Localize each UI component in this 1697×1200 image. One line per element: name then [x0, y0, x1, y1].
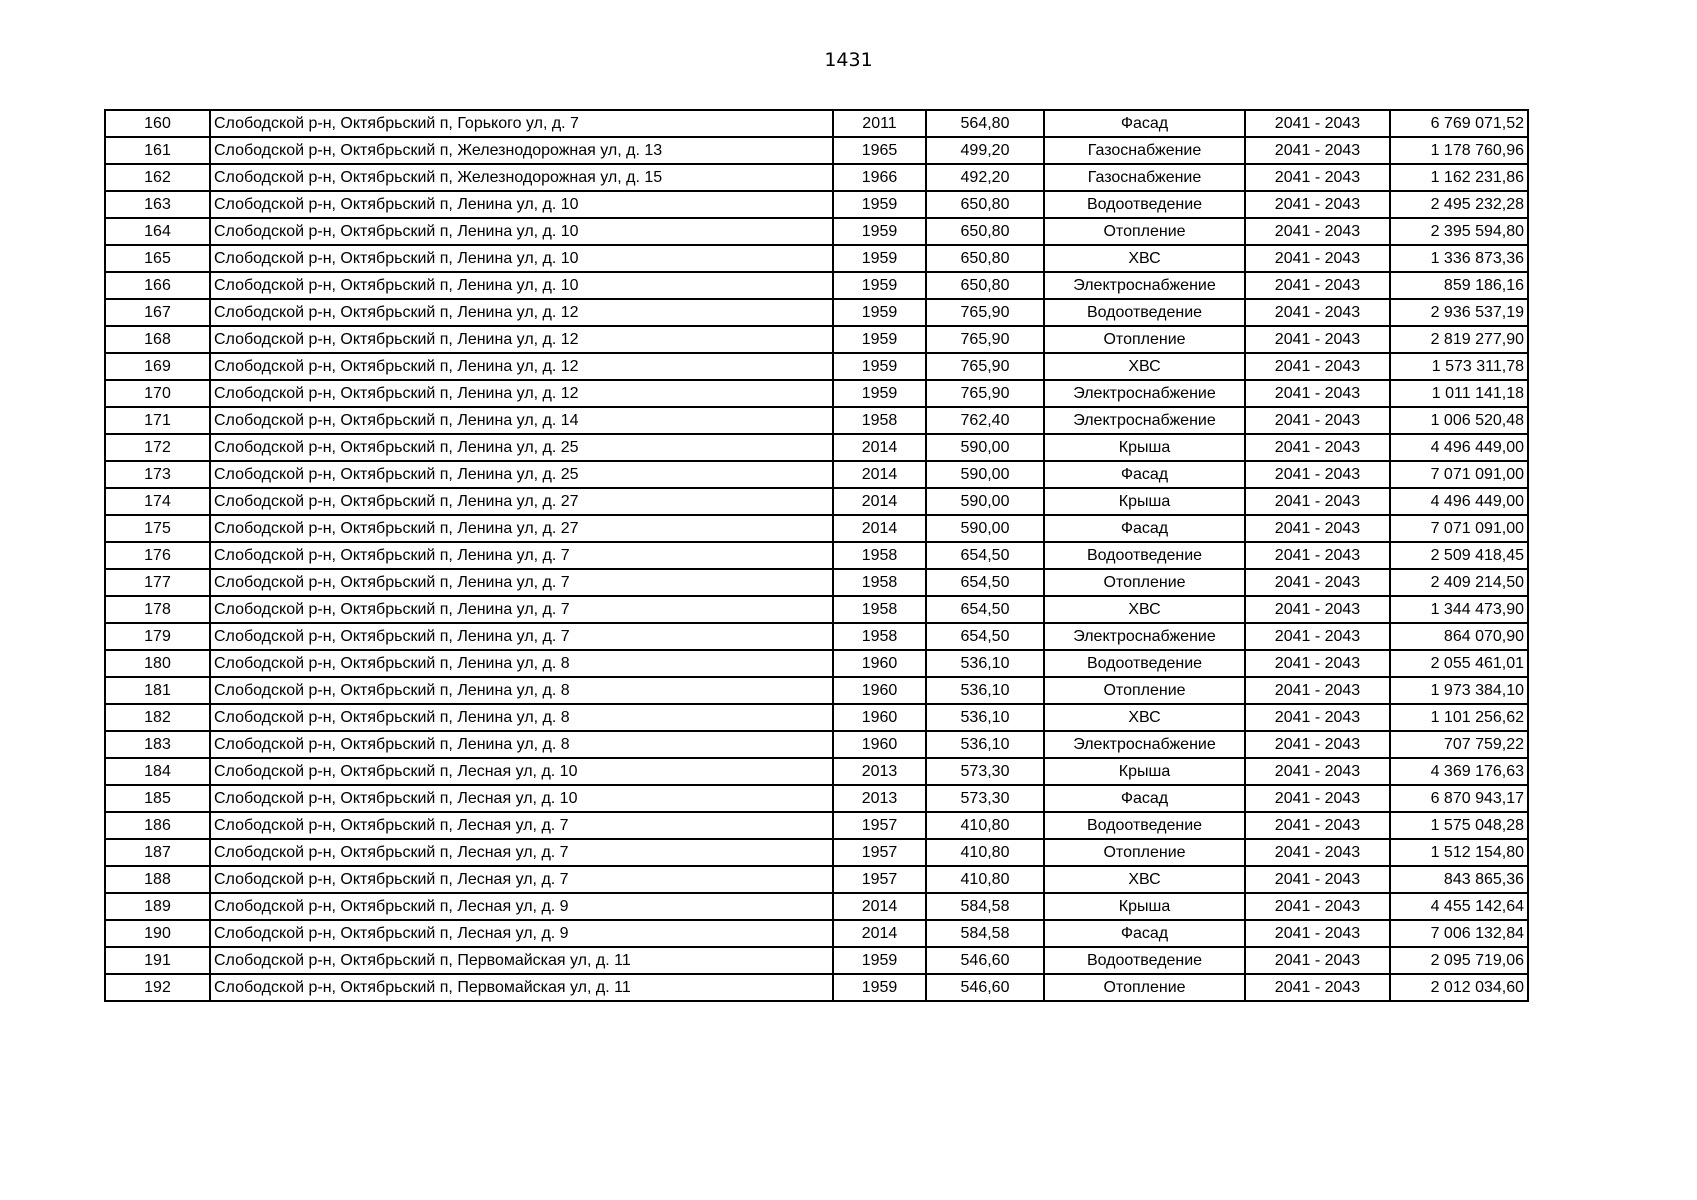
table-row: [105, 461, 1528, 488]
address-cell: Слободской р-н, Октябрьский п, Ленина ул, д. 7: [210, 542, 833, 569]
address-cell: Слободской р-н, Октябрьский п, Ленина ул, д. 27: [210, 488, 833, 515]
row-number-cell: 166: [105, 272, 210, 299]
work-type-cell: Фасад: [1044, 515, 1245, 542]
address-cell: Слободской р-н, Октябрьский п, Ленина ул, д. 8: [210, 731, 833, 758]
work-type-cell: Электроснабжение: [1044, 407, 1245, 434]
row-number-cell: 183: [105, 731, 210, 758]
cost-cell: 843 865,36: [1390, 866, 1528, 893]
period-cell: 2041 - 2043: [1245, 677, 1390, 704]
cost-cell: 864 070,90: [1390, 623, 1528, 650]
period-cell: 2041 - 2043: [1245, 542, 1390, 569]
row-number-cell: 192: [105, 974, 210, 1001]
period-cell: 2041 - 2043: [1245, 650, 1390, 677]
period-cell: 2041 - 2043: [1245, 947, 1390, 974]
period-cell: 2041 - 2043: [1245, 839, 1390, 866]
work-type-cell: ХВС: [1044, 245, 1245, 272]
area-cell: 546,60: [926, 947, 1044, 974]
cost-cell: 707 759,22: [1390, 731, 1528, 758]
row-number-cell: 165: [105, 245, 210, 272]
cost-cell: 2 819 277,90: [1390, 326, 1528, 353]
period-cell: 2041 - 2043: [1245, 704, 1390, 731]
cost-cell: 2 012 034,60: [1390, 974, 1528, 1001]
row-number-cell: 188: [105, 866, 210, 893]
area-cell: 590,00: [926, 515, 1044, 542]
address-cell: Слободской р-н, Октябрьский п, Железнодорожная ул, д. 15: [210, 164, 833, 191]
table-row: [105, 515, 1528, 542]
work-type-cell: Отопление: [1044, 839, 1245, 866]
table-row: [105, 110, 1528, 137]
repair-schedule-table: [104, 109, 1529, 1002]
area-cell: 546,60: [926, 974, 1044, 1001]
period-cell: 2041 - 2043: [1245, 569, 1390, 596]
period-cell: 2041 - 2043: [1245, 461, 1390, 488]
row-number-cell: 169: [105, 353, 210, 380]
work-type-cell: ХВС: [1044, 866, 1245, 893]
cost-cell: 2 509 418,45: [1390, 542, 1528, 569]
work-type-cell: Отопление: [1044, 569, 1245, 596]
table-row: [105, 866, 1528, 893]
work-type-cell: Газоснабжение: [1044, 137, 1245, 164]
row-number-cell: 161: [105, 137, 210, 164]
address-cell: Слободской р-н, Октябрьский п, Ленина ул, д. 7: [210, 623, 833, 650]
cost-cell: 2 936 537,19: [1390, 299, 1528, 326]
table-row: [105, 623, 1528, 650]
address-cell: Слободской р-н, Октябрьский п, Ленина ул, д. 25: [210, 461, 833, 488]
address-cell: Слободской р-н, Октябрьский п, Ленина ул, д. 12: [210, 380, 833, 407]
address-cell: Слободской р-н, Октябрьский п, Горького ул, д. 7: [210, 110, 833, 137]
work-type-cell: ХВС: [1044, 704, 1245, 731]
period-cell: 2041 - 2043: [1245, 434, 1390, 461]
area-cell: 536,10: [926, 677, 1044, 704]
work-type-cell: Водоотведение: [1044, 947, 1245, 974]
area-cell: 590,00: [926, 461, 1044, 488]
table-row: [105, 434, 1528, 461]
year-built-cell: 2014: [833, 515, 926, 542]
year-built-cell: 2014: [833, 488, 926, 515]
year-built-cell: 1960: [833, 731, 926, 758]
work-type-cell: Газоснабжение: [1044, 164, 1245, 191]
year-built-cell: 1959: [833, 353, 926, 380]
period-cell: 2041 - 2043: [1245, 110, 1390, 137]
address-cell: Слободской р-н, Октябрьский п, Ленина ул, д. 12: [210, 299, 833, 326]
table-row: [105, 677, 1528, 704]
area-cell: 573,30: [926, 785, 1044, 812]
area-cell: 410,80: [926, 866, 1044, 893]
year-built-cell: 1957: [833, 866, 926, 893]
work-type-cell: Фасад: [1044, 920, 1245, 947]
address-cell: Слободской р-н, Октябрьский п, Ленина ул, д. 12: [210, 326, 833, 353]
address-cell: Слободской р-н, Октябрьский п, Железнодорожная ул, д. 13: [210, 137, 833, 164]
year-built-cell: 2014: [833, 920, 926, 947]
table-body: [105, 110, 1528, 1001]
address-cell: Слободской р-н, Октябрьский п, Ленина ул, д. 10: [210, 272, 833, 299]
cost-cell: 1 006 520,48: [1390, 407, 1528, 434]
cost-cell: 2 395 594,80: [1390, 218, 1528, 245]
row-number-cell: 170: [105, 380, 210, 407]
work-type-cell: Электроснабжение: [1044, 623, 1245, 650]
cost-cell: 1 344 473,90: [1390, 596, 1528, 623]
period-cell: 2041 - 2043: [1245, 164, 1390, 191]
address-cell: Слободской р-н, Октябрьский п, Лесная ул, д. 7: [210, 839, 833, 866]
cost-cell: 4 455 142,64: [1390, 893, 1528, 920]
cost-cell: 1 575 048,28: [1390, 812, 1528, 839]
period-cell: 2041 - 2043: [1245, 623, 1390, 650]
work-type-cell: Водоотведение: [1044, 812, 1245, 839]
address-cell: Слободской р-н, Октябрьский п, Ленина ул, д. 10: [210, 218, 833, 245]
row-number-cell: 164: [105, 218, 210, 245]
work-type-cell: Электроснабжение: [1044, 731, 1245, 758]
row-number-cell: 174: [105, 488, 210, 515]
table-row: [105, 731, 1528, 758]
address-cell: Слободской р-н, Октябрьский п, Ленина ул, д. 8: [210, 704, 833, 731]
cost-cell: 2 495 232,28: [1390, 191, 1528, 218]
address-cell: Слободской р-н, Октябрьский п, Лесная ул, д. 7: [210, 812, 833, 839]
area-cell: 654,50: [926, 596, 1044, 623]
row-number-cell: 160: [105, 110, 210, 137]
year-built-cell: 2014: [833, 434, 926, 461]
period-cell: 2041 - 2043: [1245, 380, 1390, 407]
address-cell: Слободской р-н, Октябрьский п, Лесная ул, д. 9: [210, 893, 833, 920]
area-cell: 765,90: [926, 326, 1044, 353]
area-cell: 765,90: [926, 353, 1044, 380]
year-built-cell: 1959: [833, 380, 926, 407]
area-cell: 584,58: [926, 893, 1044, 920]
address-cell: Слободской р-н, Октябрьский п, Лесная ул, д. 7: [210, 866, 833, 893]
year-built-cell: 1959: [833, 326, 926, 353]
period-cell: 2041 - 2043: [1245, 893, 1390, 920]
row-number-cell: 179: [105, 623, 210, 650]
area-cell: 410,80: [926, 812, 1044, 839]
row-number-cell: 181: [105, 677, 210, 704]
cost-cell: 1 162 231,86: [1390, 164, 1528, 191]
row-number-cell: 180: [105, 650, 210, 677]
table-row: [105, 704, 1528, 731]
table-row: [105, 812, 1528, 839]
area-cell: 654,50: [926, 623, 1044, 650]
cost-cell: 1 011 141,18: [1390, 380, 1528, 407]
table-row: [105, 758, 1528, 785]
cost-cell: 2 095 719,06: [1390, 947, 1528, 974]
table-row: [105, 191, 1528, 218]
table-row: [105, 974, 1528, 1001]
address-cell: Слободской р-н, Октябрьский п, Лесная ул, д. 9: [210, 920, 833, 947]
period-cell: 2041 - 2043: [1245, 596, 1390, 623]
table-row: [105, 839, 1528, 866]
cost-cell: 6 769 071,52: [1390, 110, 1528, 137]
year-built-cell: 1957: [833, 839, 926, 866]
year-built-cell: 1958: [833, 569, 926, 596]
address-cell: Слободской р-н, Октябрьский п, Лесная ул, д. 10: [210, 785, 833, 812]
cost-cell: 859 186,16: [1390, 272, 1528, 299]
table-row: [105, 272, 1528, 299]
address-cell: Слободской р-н, Октябрьский п, Ленина ул, д. 12: [210, 353, 833, 380]
year-built-cell: 2014: [833, 461, 926, 488]
year-built-cell: 2013: [833, 785, 926, 812]
cost-cell: 7 006 132,84: [1390, 920, 1528, 947]
cost-cell: 2 055 461,01: [1390, 650, 1528, 677]
table-row: [105, 785, 1528, 812]
cost-cell: 1 101 256,62: [1390, 704, 1528, 731]
period-cell: 2041 - 2043: [1245, 731, 1390, 758]
row-number-cell: 167: [105, 299, 210, 326]
row-number-cell: 189: [105, 893, 210, 920]
year-built-cell: 1958: [833, 542, 926, 569]
work-type-cell: Фасад: [1044, 785, 1245, 812]
period-cell: 2041 - 2043: [1245, 353, 1390, 380]
table-row: [105, 596, 1528, 623]
cost-cell: 4 496 449,00: [1390, 488, 1528, 515]
work-type-cell: Крыша: [1044, 434, 1245, 461]
year-built-cell: 1965: [833, 137, 926, 164]
area-cell: 573,30: [926, 758, 1044, 785]
address-cell: Слободской р-н, Октябрьский п, Ленина ул, д. 27: [210, 515, 833, 542]
work-type-cell: Крыша: [1044, 758, 1245, 785]
table-row: [105, 542, 1528, 569]
table-row: [105, 488, 1528, 515]
area-cell: 654,50: [926, 542, 1044, 569]
table-row: [105, 353, 1528, 380]
area-cell: 564,80: [926, 110, 1044, 137]
area-cell: 762,40: [926, 407, 1044, 434]
address-cell: Слободской р-н, Октябрьский п, Ленина ул, д. 8: [210, 650, 833, 677]
address-cell: Слободской р-н, Октябрьский п, Ленина ул, д. 8: [210, 677, 833, 704]
area-cell: 650,80: [926, 245, 1044, 272]
period-cell: 2041 - 2043: [1245, 974, 1390, 1001]
year-built-cell: 1959: [833, 974, 926, 1001]
year-built-cell: 1958: [833, 623, 926, 650]
area-cell: 499,20: [926, 137, 1044, 164]
year-built-cell: 1957: [833, 812, 926, 839]
area-cell: 590,00: [926, 488, 1044, 515]
area-cell: 536,10: [926, 731, 1044, 758]
cost-cell: 7 071 091,00: [1390, 515, 1528, 542]
period-cell: 2041 - 2043: [1245, 866, 1390, 893]
row-number-cell: 184: [105, 758, 210, 785]
area-cell: 765,90: [926, 380, 1044, 407]
year-built-cell: 1958: [833, 407, 926, 434]
table-row: [105, 380, 1528, 407]
cost-cell: 1 178 760,96: [1390, 137, 1528, 164]
row-number-cell: 186: [105, 812, 210, 839]
row-number-cell: 191: [105, 947, 210, 974]
work-type-cell: Электроснабжение: [1044, 380, 1245, 407]
row-number-cell: 162: [105, 164, 210, 191]
row-number-cell: 177: [105, 569, 210, 596]
area-cell: 492,20: [926, 164, 1044, 191]
period-cell: 2041 - 2043: [1245, 758, 1390, 785]
row-number-cell: 187: [105, 839, 210, 866]
year-built-cell: 1959: [833, 245, 926, 272]
period-cell: 2041 - 2043: [1245, 137, 1390, 164]
area-cell: 654,50: [926, 569, 1044, 596]
year-built-cell: 1960: [833, 650, 926, 677]
area-cell: 410,80: [926, 839, 1044, 866]
period-cell: 2041 - 2043: [1245, 326, 1390, 353]
year-built-cell: 1959: [833, 218, 926, 245]
year-built-cell: 1959: [833, 191, 926, 218]
address-cell: Слободской р-н, Октябрьский п, Ленина ул, д. 10: [210, 191, 833, 218]
cost-cell: 1 973 384,10: [1390, 677, 1528, 704]
table-row: [105, 407, 1528, 434]
period-cell: 2041 - 2043: [1245, 488, 1390, 515]
work-type-cell: ХВС: [1044, 353, 1245, 380]
work-type-cell: Отопление: [1044, 974, 1245, 1001]
work-type-cell: Крыша: [1044, 488, 1245, 515]
year-built-cell: 1959: [833, 272, 926, 299]
table-row: [105, 893, 1528, 920]
area-cell: 650,80: [926, 191, 1044, 218]
address-cell: Слободской р-н, Октябрьский п, Ленина ул, д. 7: [210, 569, 833, 596]
table-row: [105, 947, 1528, 974]
table-row: [105, 245, 1528, 272]
row-number-cell: 168: [105, 326, 210, 353]
table-row: [105, 137, 1528, 164]
work-type-cell: Отопление: [1044, 677, 1245, 704]
row-number-cell: 163: [105, 191, 210, 218]
cost-cell: 1 336 873,36: [1390, 245, 1528, 272]
work-type-cell: Водоотведение: [1044, 542, 1245, 569]
row-number-cell: 176: [105, 542, 210, 569]
area-cell: 536,10: [926, 704, 1044, 731]
row-number-cell: 190: [105, 920, 210, 947]
work-type-cell: Отопление: [1044, 218, 1245, 245]
address-cell: Слободской р-н, Октябрьский п, Первомайская ул, д. 11: [210, 947, 833, 974]
year-built-cell: 1958: [833, 596, 926, 623]
cost-cell: 4 496 449,00: [1390, 434, 1528, 461]
period-cell: 2041 - 2043: [1245, 785, 1390, 812]
table-row: [105, 164, 1528, 191]
period-cell: 2041 - 2043: [1245, 272, 1390, 299]
row-number-cell: 185: [105, 785, 210, 812]
year-built-cell: 2011: [833, 110, 926, 137]
row-number-cell: 175: [105, 515, 210, 542]
table-row: [105, 920, 1528, 947]
period-cell: 2041 - 2043: [1245, 920, 1390, 947]
table-row: [105, 569, 1528, 596]
address-cell: Слободской р-н, Октябрьский п, Лесная ул, д. 10: [210, 758, 833, 785]
year-built-cell: 1959: [833, 947, 926, 974]
period-cell: 2041 - 2043: [1245, 407, 1390, 434]
work-type-cell: Отопление: [1044, 326, 1245, 353]
cost-cell: 4 369 176,63: [1390, 758, 1528, 785]
work-type-cell: Водоотведение: [1044, 650, 1245, 677]
period-cell: 2041 - 2043: [1245, 218, 1390, 245]
work-type-cell: Водоотведение: [1044, 191, 1245, 218]
row-number-cell: 178: [105, 596, 210, 623]
work-type-cell: Фасад: [1044, 110, 1245, 137]
work-type-cell: Крыша: [1044, 893, 1245, 920]
work-type-cell: ХВС: [1044, 596, 1245, 623]
cost-cell: 7 071 091,00: [1390, 461, 1528, 488]
cost-cell: 1 512 154,80: [1390, 839, 1528, 866]
cost-cell: 2 409 214,50: [1390, 569, 1528, 596]
address-cell: Слободской р-н, Октябрьский п, Ленина ул, д. 7: [210, 596, 833, 623]
area-cell: 765,90: [926, 299, 1044, 326]
table-row: [105, 299, 1528, 326]
address-cell: Слободской р-н, Октябрьский п, Ленина ул, д. 10: [210, 245, 833, 272]
area-cell: 650,80: [926, 218, 1044, 245]
area-cell: 650,80: [926, 272, 1044, 299]
table-row: [105, 218, 1528, 245]
work-type-cell: Электроснабжение: [1044, 272, 1245, 299]
area-cell: 536,10: [926, 650, 1044, 677]
period-cell: 2041 - 2043: [1245, 812, 1390, 839]
year-built-cell: 1959: [833, 299, 926, 326]
period-cell: 2041 - 2043: [1245, 515, 1390, 542]
cost-cell: 6 870 943,17: [1390, 785, 1528, 812]
row-number-cell: 171: [105, 407, 210, 434]
year-built-cell: 2014: [833, 893, 926, 920]
table-row: [105, 650, 1528, 677]
year-built-cell: 1960: [833, 704, 926, 731]
period-cell: 2041 - 2043: [1245, 245, 1390, 272]
period-cell: 2041 - 2043: [1245, 191, 1390, 218]
address-cell: Слободской р-н, Октябрьский п, Первомайская ул, д. 11: [210, 974, 833, 1001]
address-cell: Слободской р-н, Октябрьский п, Ленина ул, д. 14: [210, 407, 833, 434]
area-cell: 584,58: [926, 920, 1044, 947]
year-built-cell: 1960: [833, 677, 926, 704]
table-row: [105, 326, 1528, 353]
year-built-cell: 1966: [833, 164, 926, 191]
row-number-cell: 182: [105, 704, 210, 731]
row-number-cell: 173: [105, 461, 210, 488]
year-built-cell: 2013: [833, 758, 926, 785]
work-type-cell: Фасад: [1044, 461, 1245, 488]
cost-cell: 1 573 311,78: [1390, 353, 1528, 380]
page-number: 1431: [824, 49, 873, 71]
address-cell: Слободской р-н, Октябрьский п, Ленина ул, д. 25: [210, 434, 833, 461]
period-cell: 2041 - 2043: [1245, 299, 1390, 326]
work-type-cell: Водоотведение: [1044, 299, 1245, 326]
area-cell: 590,00: [926, 434, 1044, 461]
row-number-cell: 172: [105, 434, 210, 461]
